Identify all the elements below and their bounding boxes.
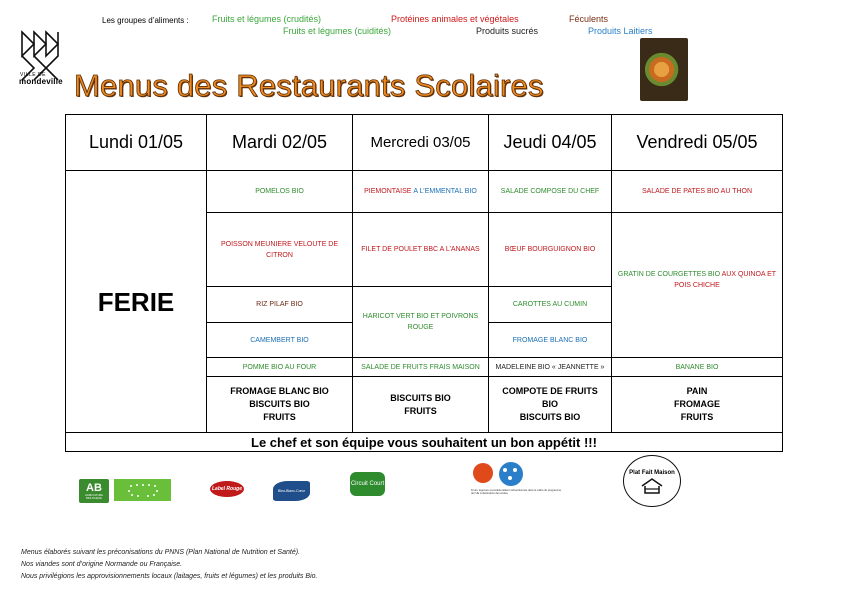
gouter-line: BIO <box>541 399 558 409</box>
eu-leaf-icon <box>123 482 163 498</box>
jeudi-entree: SALADE COMPOSE DU CHEF <box>500 188 600 195</box>
gouter-line: FRUITS <box>680 412 714 422</box>
jeudi-gouter <box>489 377 611 432</box>
fruits-programme-caption: Fruits, légumes et produits laitiers subventionnés dans le cadre du programme de l'UE à destination des écoles <box>471 489 562 496</box>
legend-item-proteines: Protéines animales et végétales <box>391 14 519 24</box>
plat-fait-maison-logo-icon <box>623 455 681 507</box>
day-header-lundi: Lundi 01/05 <box>88 132 184 152</box>
gouter-line: BISCUITS BIO <box>390 392 451 403</box>
gouter-line: FRUITS <box>263 412 296 422</box>
legend-label: Les groupes d’aliments : <box>102 16 189 25</box>
vendredi-plat-b: AUX QUINOA ET POIS CHICHE <box>674 271 777 289</box>
ab-logo-caption: AGRICULTURE BIOLOGIQUE <box>85 494 103 500</box>
ab-logo-icon <box>79 479 109 503</box>
jeudi-legume: CAROTTES AU CUMIN <box>512 301 588 308</box>
mercredi-dessert: SALADE DE FRUITS FRAIS MAISON <box>361 363 480 371</box>
legend-item-crudites: Fruits et légumes (crudités) <box>212 14 322 24</box>
mardi-dessert: POMME BIO AU FOUR <box>242 363 317 371</box>
mardi-plat: POISSON MEUNIERE VELOUTE DE CITRON <box>220 240 339 259</box>
vendredi-gouter <box>612 377 782 432</box>
gouter-line: COMPOTE DE FRUITS <box>502 386 598 396</box>
table-border-right <box>782 114 783 452</box>
gouter-line: BISCUITS BIO <box>519 412 581 422</box>
house-icon <box>640 477 664 495</box>
mercredi-legume: HARICOT VERT BIO ET POIVRONS ROUGE <box>362 313 479 331</box>
vendredi-dessert: BANANE BIO <box>675 363 719 371</box>
jeudi-laitier: FROMAGE BLANC BIO <box>512 336 588 344</box>
bon-appetit-message: Le chef et son équipe vous souhaitent un bon appétit !!! <box>251 434 597 450</box>
mercredi-entree-b: A L’EMMENTAL BIO <box>413 188 477 195</box>
gouter-line: PAIN <box>686 386 708 396</box>
page-title: Menus des Restaurants Scolaires <box>74 68 544 103</box>
vendredi-plat <box>612 213 782 357</box>
legend-item-feculents: Féculents <box>569 14 609 24</box>
jeudi-plat: BŒUF BOURGUIGNON BIO <box>504 246 596 253</box>
plat-fait-maison-text: Plat Fait Maison <box>629 469 675 476</box>
jeudi-dessert: MADELEINE BIO « JEANNETTE » <box>495 363 605 371</box>
vendredi-entree: SALADE DE PATES BIO AU THON <box>641 188 753 195</box>
mardi-laitier: CAMEMBERT BIO <box>250 336 309 344</box>
legend-item-cuidites: Fruits et légumes (cuidités) <box>283 26 392 36</box>
mercredi-entree <box>353 171 488 212</box>
day-header-jeudi: Jeudi 04/05 <box>503 132 597 152</box>
gouter-line: FRUITS <box>404 405 437 416</box>
day-header-mercredi: Mercredi 03/05 <box>370 134 471 151</box>
mercredi-gouter <box>353 377 488 432</box>
day-header-mardi: Mardi 02/05 <box>231 132 328 152</box>
day-header-vendredi: Vendredi 05/05 <box>636 132 758 152</box>
table-border-bottom <box>65 451 782 452</box>
mardi-entree: POMELOS BIO <box>255 188 304 195</box>
note-pnns: Menus élaborés suivant les préconisations du PNNS (Plan National de Nutrition et Santé). <box>21 549 300 556</box>
mardi-feculent: RIZ PILAF BIO <box>256 301 303 308</box>
circuit-court-logo-icon: Circuit Court <box>350 472 385 496</box>
gouter-line: FROMAGE <box>674 399 720 409</box>
note-local: Nous privilégions les approvisionnements locaux (laitages, fruits et légumes) et les produits Bio. <box>21 573 318 580</box>
mardi-gouter <box>207 377 352 432</box>
ab-logo-text: AB <box>86 482 102 494</box>
gouter-line: FROMAGE BLANC BIO <box>230 386 329 396</box>
bleu-blanc-coeur-logo-icon: Bleu-Blanc-Cœur <box>273 481 310 501</box>
food-photo <box>640 38 688 101</box>
legend-item-sucres: Produits sucrés <box>476 26 539 36</box>
vendredi-plat-a: GRATIN DE COURGETTES BIO <box>617 271 721 278</box>
note-origine: Nos viandes sont d’origine Normande ou Française. <box>21 561 183 568</box>
eu-organic-logo-icon <box>114 479 171 501</box>
mercredi-plat: FILET DE POULET BBC A L’ANANAS <box>361 246 480 253</box>
mercredi-entree-a: PIEMONTAISE <box>364 188 412 195</box>
ferie-label: FERIE <box>97 286 175 317</box>
label-rouge-logo-icon: Label Rouge <box>210 481 244 497</box>
gouter-line: BISCUITS BIO <box>249 399 310 409</box>
ville-name: mondeville <box>19 77 63 86</box>
ville-label: VILLE DE <box>20 72 46 78</box>
legend-item-laitiers: Produits Laitiers <box>588 26 653 36</box>
